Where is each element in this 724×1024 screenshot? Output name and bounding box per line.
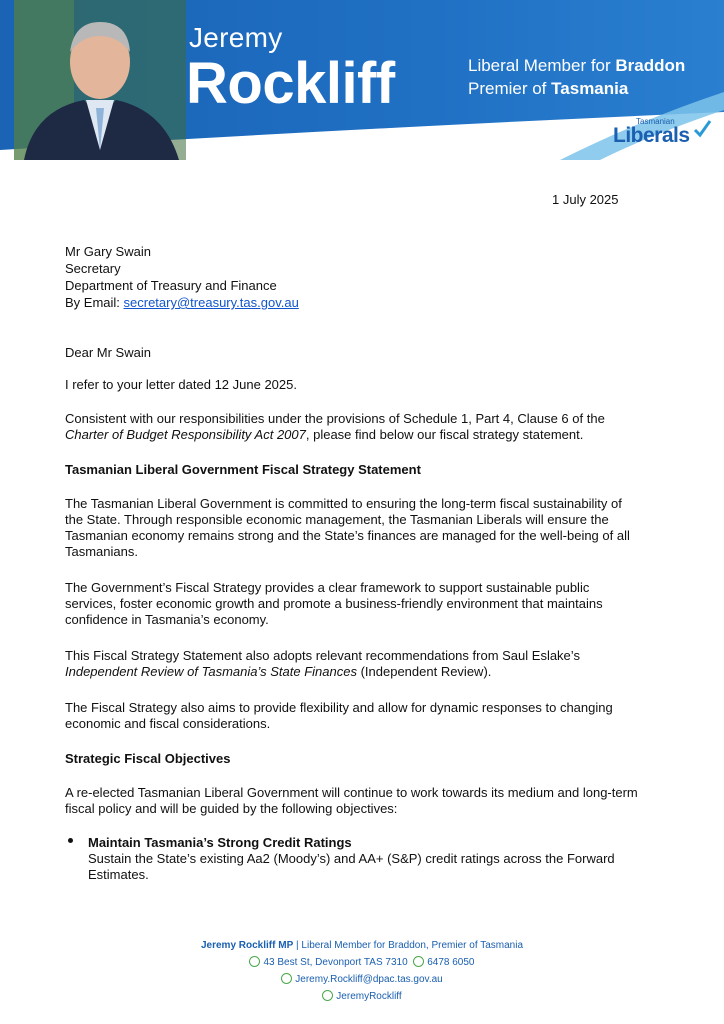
footer-name-line	[0, 940, 724, 951]
bullet-point	[68, 838, 73, 843]
paragraph-4-line3: confidence in Tasmania’s economy.	[65, 612, 269, 627]
bullet-1	[88, 835, 668, 883]
letter-date: 1 July 2025	[552, 192, 619, 207]
recipient-title: Secretary	[65, 261, 121, 276]
act-title: Charter of Budget Responsibility Act 2007	[65, 427, 306, 442]
footer-email-line	[0, 973, 724, 985]
paragraph-7	[65, 785, 665, 817]
paragraph-4-line2: services, foster economic growth and promote a business-friendly environment that maintains	[65, 596, 603, 611]
liberals-logo: Liberals	[613, 124, 690, 147]
footer-facebook-line	[0, 990, 724, 1002]
logo-small-text: Tasmanian	[636, 117, 675, 126]
email-icon	[281, 973, 292, 984]
paragraph-1: I refer to your letter dated 12 June 2025.	[65, 377, 297, 392]
header-first-name: Jeremy	[189, 22, 283, 53]
facebook-icon	[322, 990, 333, 1001]
paragraph-7-line2: fiscal policy and will be guided by the following objectives:	[65, 801, 398, 816]
paragraph-3-line4: Tasmanians.	[65, 544, 138, 559]
heading-strategic-objectives: Strategic Fiscal Objectives	[65, 751, 231, 766]
role-line2-bold: Tasmania	[551, 79, 629, 98]
paragraph-3-line3: Tasmanian economy remains strong and the State’s finances are managed for the well-being of all	[65, 528, 630, 543]
logo-tick-icon	[692, 118, 712, 138]
footer-address: 43 Best St, Devonport TAS 7310	[263, 957, 408, 968]
paragraph-6-line2: economic and fiscal considerations.	[65, 716, 271, 731]
role-line2-prefix: Premier of	[468, 79, 547, 98]
paragraph-2-line1: Consistent with our responsibilities under the provisions of Schedule 1, Part 4, Clause 6 of the	[65, 411, 605, 426]
bullet-1-title: Maintain Tasmania’s Strong Credit Ratings	[88, 835, 352, 850]
footer-roles: Liberal Member for Braddon, Premier of Tasmania	[301, 940, 524, 951]
paragraph-5-line1: This Fiscal Strategy Statement also adopts relevant recommendations from Saul Eslake’s	[65, 648, 580, 663]
heading-fiscal-strategy: Tasmanian Liberal Government Fiscal Strategy Statement	[65, 462, 421, 477]
bullet-1-line2: Estimates.	[88, 867, 149, 882]
paragraph-5-rest: (Independent Review).	[356, 664, 492, 679]
paragraph-4	[65, 580, 665, 628]
portrait-photo	[14, 0, 186, 160]
paragraph-4-line1: The Government’s Fiscal Strategy provides a clear framework to support sustainable public	[65, 580, 590, 595]
bullet-1-line1: Sustain the State’s existing Aa2 (Moody’s) and AA+ (S&P) credit ratings across the Forward	[88, 851, 615, 866]
paragraph-6	[65, 700, 665, 732]
recipient-name: Mr Gary Swain	[65, 244, 151, 259]
location-pin-icon	[249, 956, 260, 967]
paragraph-3	[65, 496, 665, 560]
header-roles	[468, 54, 685, 100]
paragraph-2-line2-rest: , please find below our fiscal strategy statement.	[305, 427, 584, 442]
header-last-name: Rockliff	[186, 51, 395, 116]
phone-icon	[413, 956, 424, 967]
paragraph-2	[65, 411, 665, 443]
footer-name: Jeremy Rockliff MP	[200, 940, 294, 951]
paragraph-7-line1: A re-elected Tasmanian Liberal Government will continue to work towards its medium and long-term	[65, 785, 638, 800]
recipient-address	[65, 243, 299, 311]
recipient-email-link[interactable]: secretary@treasury.tas.gov.au	[123, 295, 299, 310]
email-prefix: By Email:	[65, 295, 124, 310]
paragraph-3-line1: The Tasmanian Liberal Government is committed to ensuring the long-term fiscal sustainability of	[65, 496, 622, 511]
footer-contact-line	[0, 956, 724, 968]
review-title: Independent Review of Tasmania’s State Finances	[65, 664, 357, 679]
footer-email[interactable]: Jeremy.Rockliff@dpac.tas.gov.au	[295, 974, 443, 985]
paragraph-5	[65, 648, 665, 680]
paragraph-6-line1: The Fiscal Strategy also aims to provide flexibility and allow for dynamic responses to changing	[65, 700, 613, 715]
footer-facebook[interactable]: JeremyRockliff	[336, 991, 402, 1002]
recipient-department: Department of Treasury and Finance	[65, 278, 277, 293]
role-line1-bold: Braddon	[615, 56, 686, 75]
paragraph-3-line2: the State. Through responsible economic management, the Tasmanian Liberals will ensure the	[65, 512, 609, 527]
footer-phone[interactable]: 6478 6050	[427, 957, 475, 968]
footer-separator: |	[296, 940, 299, 951]
salutation: Dear Mr Swain	[65, 345, 151, 360]
role-line1-prefix: Liberal Member for	[468, 56, 611, 75]
